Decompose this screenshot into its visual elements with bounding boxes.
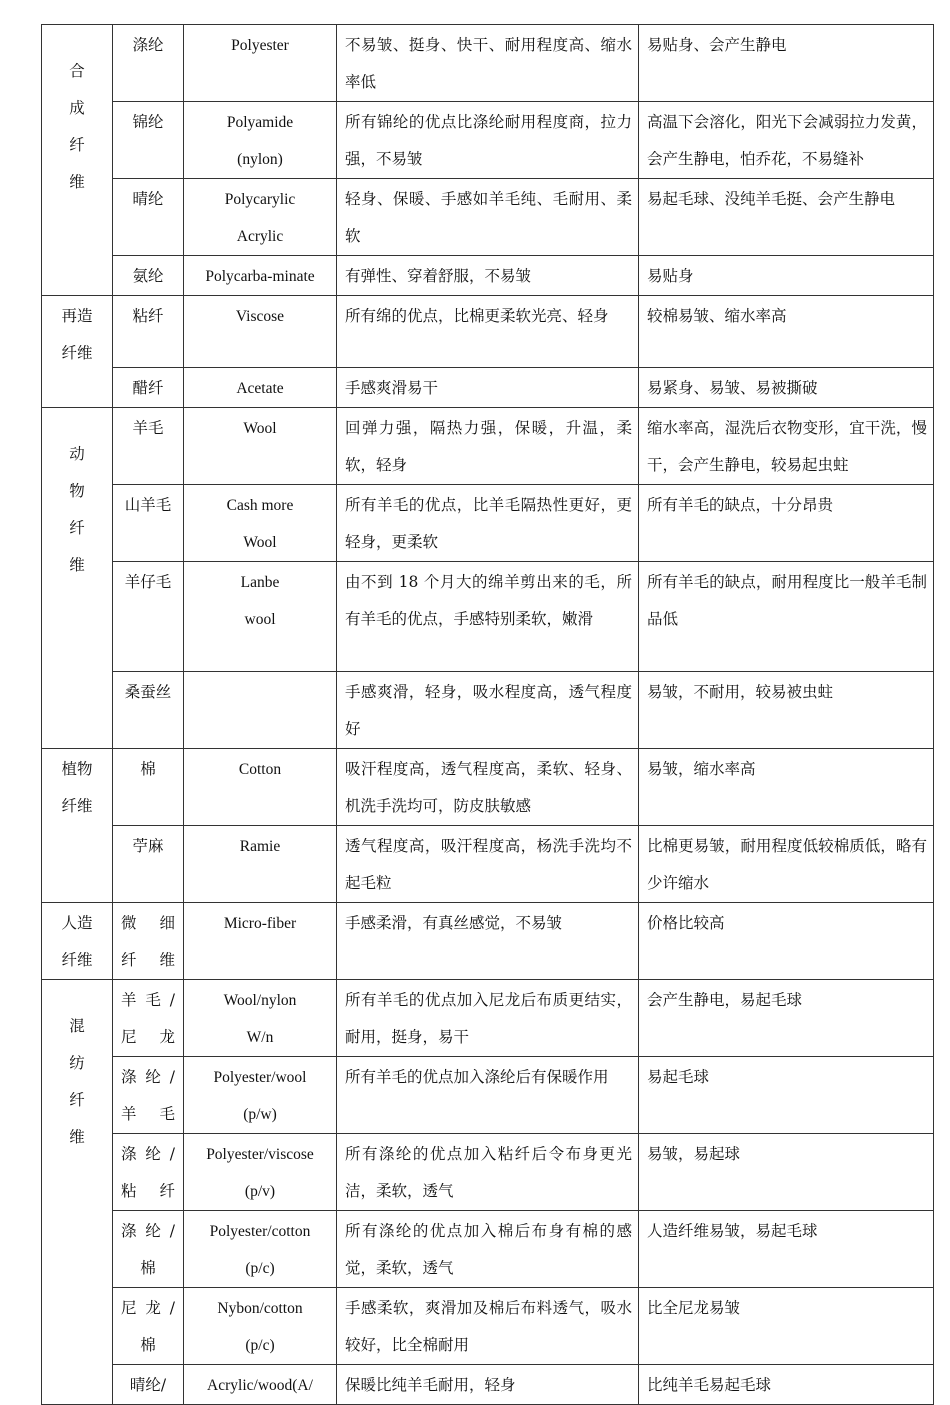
fiber-category [42,408,113,749]
fiber-name-cn-text: 苧麻 [132,837,164,855]
disadvantages-cell: 比棉更易皱，耐用程度低较棉质低，略有少许缩水 [639,826,934,903]
advantages-cell: 回弹力强，隔热力强，保暖，升温，柔软，轻身 [337,408,639,485]
advantages-cell: 所有羊毛的优点加入尼龙后布质更结实，耐用，挺身，易干 [337,980,639,1057]
fiber-name-en [184,25,337,102]
table-row [42,1211,934,1288]
advantages-cell: 所有羊毛的优点加入涤纶后有保暖作用 [337,1057,639,1134]
fiber-name-en-text: Cash more [226,497,294,514]
category-text: 物 [69,482,85,500]
fiber-name-cn [113,562,184,672]
fiber-category [42,903,113,980]
fiber-name-en-text: Viscose [235,308,285,325]
category-text: 纤维 [61,797,93,815]
fiber-name-cn [113,1288,184,1365]
fiber-name-cn-text: 纤维 [121,951,175,969]
fiber-name-en-text: (nylon) [237,151,283,168]
advantages-cell: 吸汗程度高，透气程度高，柔软、轻身、机洗手洗均可，防皮肤敏感 [337,749,639,826]
fiber-name-en [184,485,337,562]
advantages-cell: 所有涤纶的优点加入粘纤后令布身更光洁，柔软，透气 [337,1134,639,1211]
advantages-cell: 手感柔滑，有真丝感觉，不易皱 [337,903,639,980]
advantages-cell: 所有羊毛的优点，比羊毛隔热性更好，更轻身，更柔软 [337,485,639,562]
table-row [42,562,934,672]
fiber-name-cn [113,1134,184,1211]
category-text: 维 [69,1128,85,1146]
disadvantages-cell: 所有羊毛的缺点，耐用程度比一般羊毛制品低 [639,562,934,672]
disadvantages-cell: 比全尼龙易皱 [639,1288,934,1365]
disadvantages-cell: 易起毛球、没纯羊毛挺、会产生静电 [639,179,934,256]
fiber-name-en [184,102,337,179]
advantages-cell: 手感爽滑，轻身，吸水程度高，透气程度好 [337,672,639,749]
disadvantages-cell: 高温下会溶化，阳光下会减弱拉力发黄，会产生静电，怕乔花，不易缝补 [639,102,934,179]
fiber-name-cn [113,1365,184,1405]
fiber-name-cn [113,826,184,903]
fiber-name-en [184,296,337,368]
fiber-category [42,749,113,903]
fiber-name-en-text: (p/v) [244,1183,276,1200]
advantages-cell: 有弹性、穿着舒服，不易皱 [337,256,639,296]
category-text: 纤维 [61,344,93,362]
fiber-name-cn-text: 醋纤 [132,379,164,397]
fiber-name-cn-text: 涤纶/ [121,1222,175,1240]
fiber-name-cn [113,102,184,179]
category-text: 动 [69,445,85,463]
fiber-name-cn-text: 棉 [140,1259,156,1277]
category-text: 混 [69,1017,85,1035]
table-row [42,903,934,980]
fiber-name-cn-text: 羊仔毛 [124,573,172,591]
advantages-cell: 透气程度高，吸汗程度高，杨洗手洗均不起毛粒 [337,826,639,903]
fiber-name-en-text: Nybon/cotton [217,1300,303,1317]
fiber-name-cn-text: 晴纶/ [129,1376,167,1394]
fiber-name-en-text: Ramie [239,838,281,855]
disadvantages-cell: 易皱，缩水率高 [639,749,934,826]
fiber-name-en [184,1134,337,1211]
fiber-name-en [184,408,337,485]
fiber-name-cn-text: 锦纶 [132,113,164,131]
category-text: 纺 [69,1054,85,1072]
fiber-name-en-text: Polycarba-minate [205,268,315,285]
fiber-name-cn-text: 羊毛 [132,419,164,437]
disadvantages-cell: 会产生静电，易起毛球 [639,980,934,1057]
category-text: 维 [69,173,85,191]
disadvantages-cell: 所有羊毛的缺点，十分昂贵 [639,485,934,562]
fiber-name-cn [113,485,184,562]
advantages-cell: 保暖比纯羊毛耐用，轻身 [337,1365,639,1405]
fiber-name-en [184,672,337,749]
category-text: 纤 [69,519,85,537]
table-row [42,25,934,102]
fiber-name-en-text: Polyester/wool [213,1069,307,1086]
fiber-name-en-text: (p/c) [245,1337,275,1354]
table-row [42,1057,934,1134]
category-text: 纤 [69,1091,85,1109]
disadvantages-cell: 价格比较高 [639,903,934,980]
fiber-name-en [184,903,337,980]
fiber-name-cn-text: 涤纶/ [121,1068,175,1086]
category-text: 植物 [61,760,93,778]
fiber-name-cn-text: 粘纤 [132,307,164,325]
fiber-name-en-text: Wool/nylon [223,992,297,1009]
advantages-cell: 由不到 18 个月大的绵羊剪出来的毛，所有羊毛的优点，手感特别柔软，嫩滑 [337,562,639,672]
fiber-name-cn-text: 尼龙/ [121,1299,175,1317]
table-row [42,672,934,749]
table-row [42,980,934,1057]
fiber-name-cn-text: 涤纶 [132,36,164,54]
category-text: 再造 [61,307,93,325]
fiber-name-cn-text: 尼龙 [121,1028,175,1046]
fiber-name-en-text: Polyester [231,37,289,54]
advantages-cell: 轻身、保暖、手感如羊毛纯、毛耐用、柔软 [337,179,639,256]
fiber-name-cn-text: 桑蚕丝 [124,683,172,701]
fiber-category [42,980,113,1405]
disadvantages-cell: 易起毛球 [639,1057,934,1134]
fiber-name-en [184,368,337,408]
fiber-name-cn-text: 涤纶/ [121,1145,175,1163]
fiber-name-en-text: Acrylic [236,228,284,245]
table-row [42,1288,934,1365]
disadvantages-cell: 易贴身 [639,256,934,296]
fiber-name-cn [113,749,184,826]
table-row [42,826,934,903]
fiber-name-cn [113,179,184,256]
fiber-name-en [184,980,337,1057]
fiber-name-en [184,1211,337,1288]
fiber-name-cn-text: 微细 [121,914,175,932]
disadvantages-cell: 易皱，不耐用，较易被虫蛀 [639,672,934,749]
disadvantages-cell: 缩水率高，湿洗后衣物变形，宜干洗，慢干，会产生静电，较易起虫蛀 [639,408,934,485]
fiber-name-en [184,826,337,903]
fiber-name-en [184,1288,337,1365]
table-row [42,1365,934,1405]
fiber-name-en-text: Wool [243,534,277,551]
fiber-name-cn [113,296,184,368]
category-text: 纤 [69,136,85,154]
fiber-name-en-text: Polyester/cotton [209,1223,311,1240]
disadvantages-cell: 易皱，易起球 [639,1134,934,1211]
fiber-name-cn-text: 氨纶 [132,267,164,285]
table-row [42,296,934,368]
table-row [42,368,934,408]
fiber-name-cn-text: 棉 [140,1336,156,1354]
fiber-name-en [184,562,337,672]
category-text: 合 [69,62,85,80]
fiber-name-cn [113,980,184,1057]
table-row [42,485,934,562]
table-row [42,102,934,179]
fiber-name-en-text: (p/w) [243,1106,277,1123]
fiber-name-cn [113,408,184,485]
disadvantages-cell: 易紧身、易皱、易被撕破 [639,368,934,408]
fiber-name-cn-text: 羊毛/ [121,991,175,1009]
category-text: 成 [69,99,85,117]
advantages-cell: 所有涤纶的优点加入棉后布身有棉的感觉，柔软，透气 [337,1211,639,1288]
fiber-name-en-text: Acrylic/wood(A/ [207,1377,313,1394]
advantages-cell: 手感柔软，爽滑加及棉后布料透气，吸水较好，比全棉耐用 [337,1288,639,1365]
fiber-name-en-text: Acetate [236,380,284,397]
fiber-name-cn-text: 晴纶 [132,190,164,208]
fiber-name-cn [113,1211,184,1288]
fiber-name-cn-text: 粘纤 [121,1182,175,1200]
disadvantages-cell: 较棉易皱、缩水率高 [639,296,934,368]
disadvantages-cell: 易贴身、会产生静电 [639,25,934,102]
fiber-name-en [184,179,337,256]
fiber-name-en [184,256,337,296]
disadvantages-cell: 比纯羊毛易起毛球 [639,1365,934,1405]
fiber-name-en-text: Polycarylic [224,191,296,208]
table-row [42,749,934,826]
fiber-name-en-text: Wool [243,420,277,437]
fiber-name-en [184,1057,337,1134]
fiber-name-en-text: (p/c) [245,1260,275,1277]
category-text: 人造 [61,914,93,932]
fiber-name-en [184,1365,337,1405]
fiber-name-cn-text: 棉 [140,760,156,778]
fiber-name-en-text: W/n [246,1029,274,1046]
fiber-name-en-text: Polyamide [226,114,294,131]
fiber-name-en-text: Cotton [238,761,282,778]
table-row [42,408,934,485]
table-row [42,1134,934,1211]
category-text: 维 [69,556,85,574]
fiber-name-en-text: Micro-fiber [223,915,297,932]
fiber-name-cn [113,368,184,408]
fiber-name-en-text: wool [244,611,276,628]
advantages-cell: 不易皱、挺身、快干、耐用程度高、缩水率低 [337,25,639,102]
fiber-name-en-text: Lanbe [240,574,280,591]
category-text: 纤维 [61,951,93,969]
table-row [42,179,934,256]
disadvantages-cell: 人造纤维易皱，易起毛球 [639,1211,934,1288]
fiber-name-cn-text: 羊毛 [121,1105,175,1123]
fiber-category [42,25,113,296]
fiber-name-cn [113,672,184,749]
fiber-name-cn [113,1057,184,1134]
advantages-cell: 所有锦纶的优点比涤纶耐用程度商，拉力强，不易皱 [337,102,639,179]
fiber-name-cn [113,25,184,102]
fiber-name-cn-text: 山羊毛 [124,496,172,514]
fiber-name-cn [113,256,184,296]
advantages-cell: 所有绵的优点，比棉更柔软光亮、轻身 [337,296,639,368]
table-row [42,256,934,296]
fiber-name-cn [113,903,184,980]
advantages-cell: 手感爽滑易干 [337,368,639,408]
fiber-table [41,24,934,1405]
fiber-name-en [184,749,337,826]
fiber-name-en-text: Polyester/viscose [206,1146,314,1163]
fiber-category [42,296,113,408]
